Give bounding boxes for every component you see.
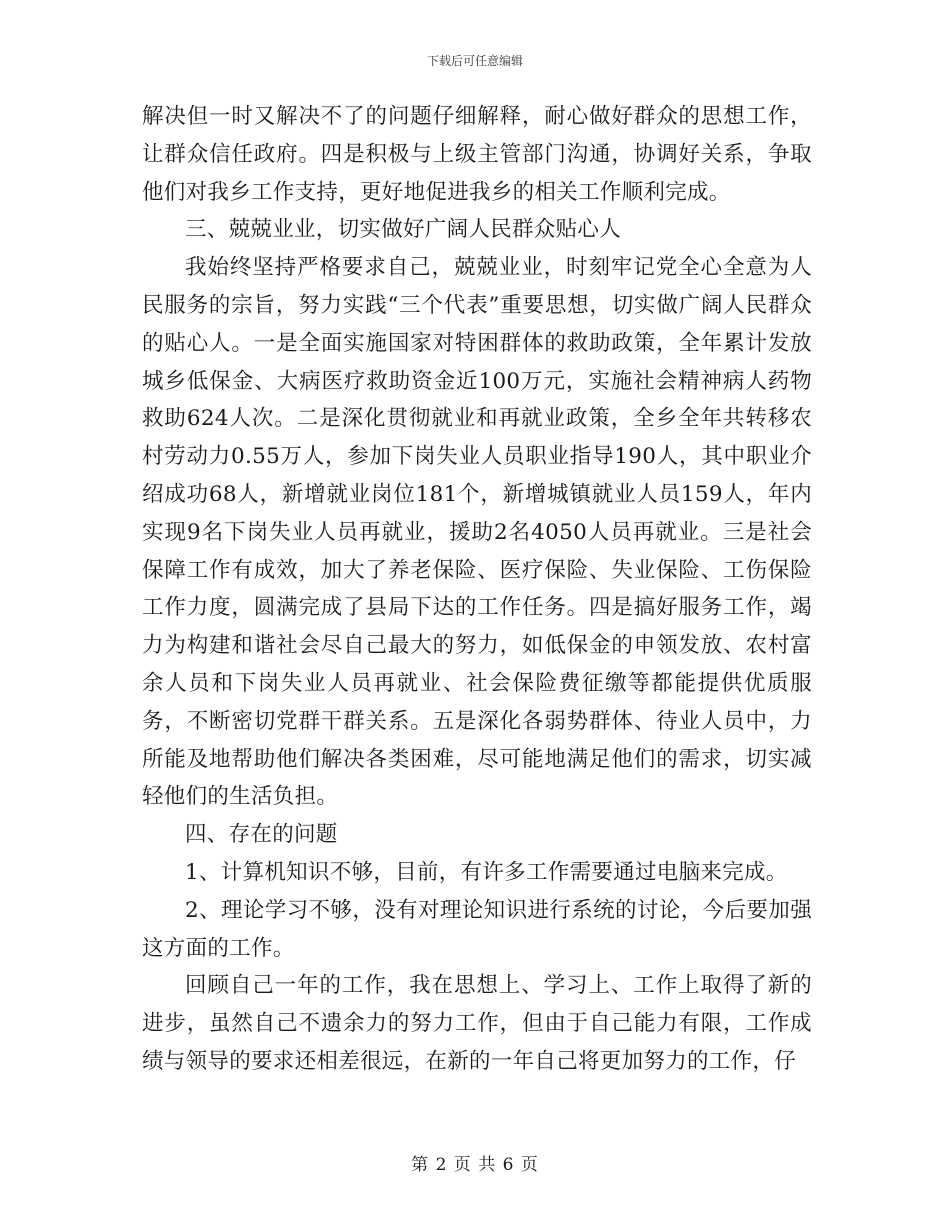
paragraph-continued: 解决但一时又解决不了的问题仔细解释，耐心做好群众的思想工作，让群众信任政府。四是积极与上级主管部门沟通，协调好关系，争取他们对我乡工作支持，更好地促进我乡的相关工作顺利完成。: [142, 104, 812, 205]
problem-item-1: 1、计算机知识不够，目前，有许多工作需要通过电脑来完成。: [185, 859, 788, 885]
section-heading-4: 四、存在的问题: [185, 822, 338, 848]
page-number-footer: 第 2 页 共 6 页: [411, 1155, 539, 1175]
paragraph-section-3: 我始终坚持严格要求自己，兢兢业业，时刻牢记党全心全意为人民服务的宗旨，努力实践“三个代表”重要思想，切实做广阔人民群众的贴心人。一是全面实施国家对特困群体的救助政策，全年累计发放城乡低保金、大病医疗救助资金近100万元，实施社会精神病人药物救助624人次。二是深化贯彻就业和再就业政策，全乡全年共转移农村劳动力0.55万人，参加下岗失业人员职业指导190人，其中职业介绍成功68人，新增就业岗位181个，新增城镇就业人员159人，年内实现9名下岗失业人员再就业，援助2名4050人员再就业。三是社会保障工作有成效，加大了养老保险、医疗保险、失业保险、工伤保险工作力度，圆满完成了县局下达的工作任务。四是搞好服务工作，竭力为构建和谐社会尽自己最大的努力，如低保金的申领发放、农村富余人员和下岗失业人员再就业、社会保险费征缴等都能提供优质服务，不断密切党群干群关系。五是深化各弱势群体、待业人员中，力所能及地帮助他们解决各类困难，尽可能地满足他们的需求，切实减轻他们的生活负担。: [142, 255, 812, 810]
document-body: [142, 98, 812, 1081]
page-header: 下载后可任意编辑: [426, 54, 523, 68]
paragraph-review: 回顾自己一年的工作，我在思想上、学习上、工作上取得了新的进步，虽然自己不遗余力的努力工作，但由于自己能力有限，工作成绩与领导的要求还相差很远，在新的一年自己将更加努力的工作，仔: [142, 973, 812, 1074]
section-heading-3: 三、兢兢业业，切实做好广阔人民群众贴心人: [185, 217, 622, 243]
problem-item-2: 2、理论学习不够，没有对理论知识进行系统的讨论，今后要加强这方面的工作。: [142, 897, 812, 961]
